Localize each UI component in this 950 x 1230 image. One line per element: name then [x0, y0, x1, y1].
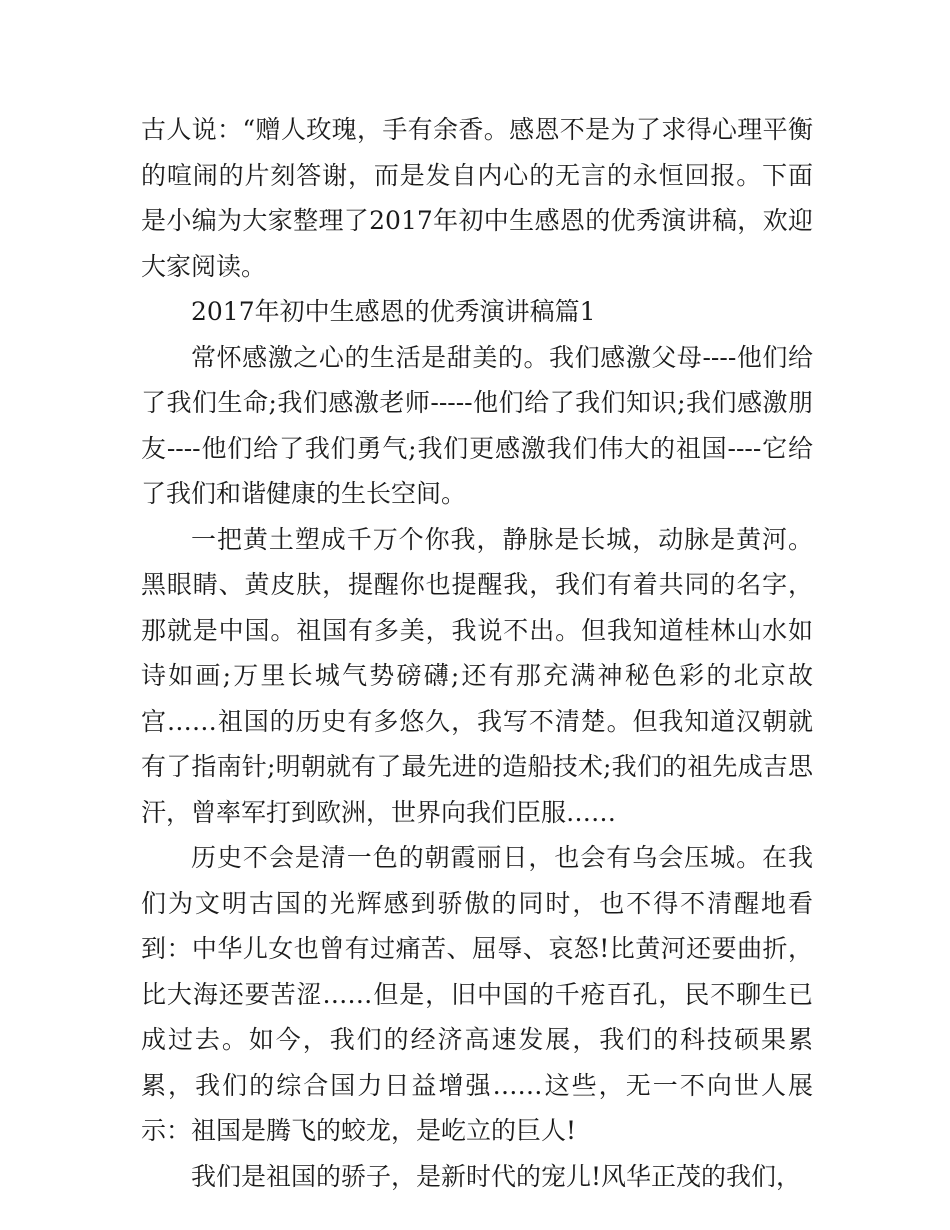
document-body [141, 107, 813, 1199]
intro-paragraph: 古人说：“赠人玫瑰，手有余香。感恩不是为了求得心理平衡的喧闹的片刻答谢，而是发自内心的无言的永恒回报。下面是小编为大家整理了2017年初中生感恩的优秀演讲稿，欢迎大家阅读。 [141, 115, 813, 281]
body-paragraph-2: 一把黄土塑成千万个你我，静脉是长城，动脉是黄河。黑眼睛、黄皮肤，提醒你也提醒我，我们有着共同的名字，那就是中国。祖国有多美，我说不出。但我知道桂林山水如诗如画;万里长城气势磅礴;还有那充满神秘色彩的北京故宫……祖国的历史有多悠久，我写不清楚。但我知道汉朝就有了指南针;明朝就有了最先进的造船技术;我们的祖先成吉思汗，曾率军打到欧洲，世界向我们臣服…… [141, 524, 813, 827]
section-heading: 2017年初中生感恩的优秀演讲稿篇1 [191, 297, 596, 326]
body-paragraph-1: 常怀感激之心的生活是甜美的。我们感激父母----他们给了我们生命;我们感激老师-----他们给了我们知识;我们感激朋友----他们给了我们勇气;我们更感激我们伟大的祖国----它给了我们和谐健康的生长空间。 [141, 342, 813, 508]
body-paragraph-3: 历史不会是清一色的朝霞丽日，也会有乌会压城。在我们为文明古国的光辉感到骄傲的同时，也不得不清醒地看到：中华儿女也曾有过痛苦、屈辱、哀怒!比黄河还要曲折，比大海还要苦涩……但是，旧中国的千疮百孔，民不聊生已成过去。如今，我们的经济高速发展，我们的科技硕果累累，我们的综合国力日益增强……这些，无一不向世人展示：祖国是腾飞的蛟龙，是屹立的巨人! [141, 843, 813, 1145]
body-paragraph-4: 我们是祖国的骄子，是新时代的宠儿!风华正茂的我们， [191, 1161, 802, 1191]
